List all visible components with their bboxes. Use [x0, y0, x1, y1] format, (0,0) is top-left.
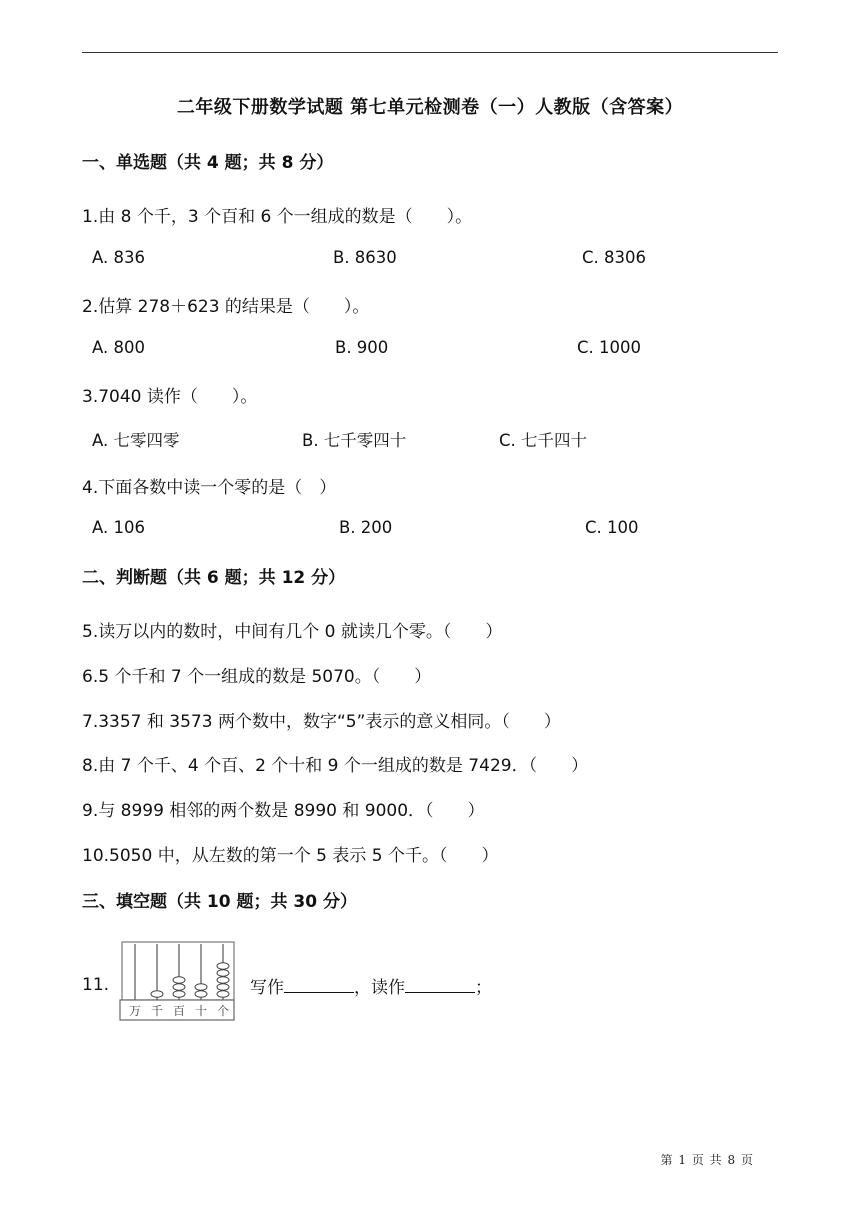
q1-option-a: A. 836 [92, 248, 145, 267]
end-mark: ； [475, 978, 492, 998]
abacus-place-label: 千 [150, 1004, 164, 1018]
question-2: 2.估算 278＋623 的结果是（ ）。 [82, 297, 370, 317]
abacus-bead [217, 984, 229, 991]
q2-option-c: C. 1000 [577, 338, 642, 357]
q4-option-b: B. 200 [339, 518, 393, 537]
footer-text-ye: 页 [691, 1153, 704, 1167]
q3-option-c: C. 七千四十 [499, 431, 588, 450]
abacus-bead [217, 977, 229, 984]
footer-text-di: 第 [660, 1153, 673, 1167]
question-11-text [250, 973, 492, 998]
read-answer-blank[interactable] [405, 978, 475, 993]
abacus-bead [173, 984, 185, 991]
footer-total-pages: 8 [727, 1153, 736, 1167]
q4-option-c: C. 100 [585, 518, 639, 537]
abacus-bead [195, 984, 207, 991]
section-heading-fill-blank: 三、填空题（共 10 题；共 30 分） [82, 892, 357, 912]
comma: ， [354, 978, 371, 998]
footer-current-page: 1 [678, 1153, 686, 1167]
abacus-bead [151, 991, 163, 998]
abacus-place-label: 个 [216, 1004, 230, 1018]
abacus-bead [217, 991, 229, 998]
question-11-number: 11. [82, 975, 110, 995]
section-heading-single-choice: 一、单选题（共 4 题；共 8 分） [82, 153, 334, 173]
footer-text-gong: 共 [709, 1153, 722, 1167]
question-6: 6.5 个千和 7 个一组成的数是 5070。（ ） [82, 667, 432, 687]
question-1: 1.由 8 个千，3 个百和 6 个一组成的数是（ ）。 [82, 207, 473, 227]
write-answer-blank[interactable] [284, 978, 354, 993]
q1-option-c: C. 8306 [582, 248, 647, 267]
abacus-bead [195, 991, 207, 998]
abacus-bead [173, 991, 185, 998]
write-label: 写作 [250, 978, 284, 998]
question-7: 7.3357 和 3573 两个数中，数字“5”表示的意义相同。（ ） [82, 712, 561, 732]
abacus-image [118, 936, 236, 1022]
abacus-bead [173, 977, 185, 984]
q2-option-a: A. 800 [92, 338, 145, 357]
question-5: 5.读万以内的数时，中间有几个 0 就读几个零。（ ） [82, 622, 503, 642]
read-label: 读作 [371, 978, 405, 998]
q3-option-a: A. 七零四零 [92, 431, 180, 450]
header-rule [82, 52, 778, 53]
abacus-bead [217, 963, 229, 970]
page-title: 二年级下册数学试题 第七单元检测卷（一）人教版（含答案） [176, 97, 684, 118]
question-4: 4.下面各数中读一个零的是（ ） [82, 478, 337, 498]
q1-option-b: B. 8630 [333, 248, 397, 267]
question-10: 10.5050 中，从左数的第一个 5 表示 5 个千。（ ） [82, 846, 499, 866]
question-9: 9.与 8999 相邻的两个数是 8990 和 9000．（ ） [82, 801, 485, 821]
abacus-place-label: 十 [194, 1004, 208, 1018]
abacus-place-label: 万 [128, 1004, 142, 1018]
page-footer [660, 1151, 754, 1168]
question-8: 8.由 7 个千、4 个百、2 个十和 9 个一组成的数是 7429．（ ） [82, 756, 589, 776]
q4-option-a: A. 106 [92, 518, 145, 537]
question-3: 3.7040 读作（ ）。 [82, 387, 258, 407]
abacus-bead [217, 970, 229, 977]
footer-text-ye-2: 页 [740, 1153, 753, 1167]
q2-option-b: B. 900 [335, 338, 389, 357]
section-heading-true-false: 二、判断题（共 6 题；共 12 分） [82, 568, 346, 588]
q3-option-b: B. 七千零四十 [302, 431, 407, 450]
abacus-place-label: 百 [172, 1004, 186, 1018]
